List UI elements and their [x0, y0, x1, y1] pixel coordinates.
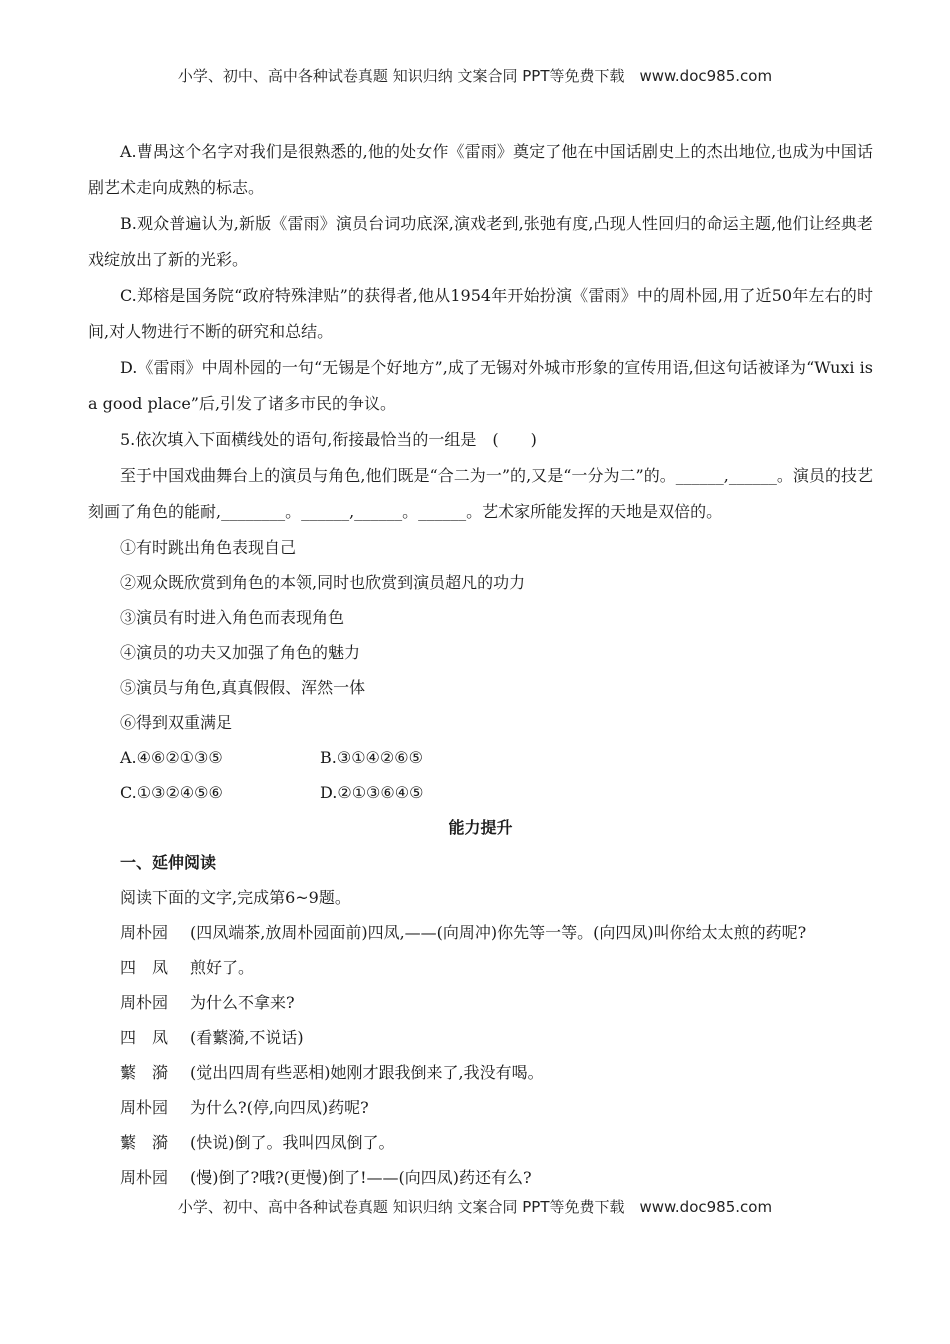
q5-option-b: B.③①④②⑥⑤ — [320, 748, 423, 767]
line-text: 为什么不拿来? — [190, 993, 295, 1012]
speaker: 蘩 漪 — [120, 1133, 169, 1152]
question-5-stem: 5.依次填入下面横线处的语句,衔接最恰当的一组是 ( ) — [120, 430, 537, 449]
reading-instruction: 阅读下面的文字,完成第6~9题。 — [120, 888, 351, 907]
dialogue-line — [88, 1090, 873, 1125]
dialogue-line — [88, 950, 873, 985]
page-footer: 小学、初中、高中各种试卷真题 知识归纳 文案合同 PPT等免费下载 www.doc985.com — [177, 1198, 773, 1216]
dialogue-line — [88, 1160, 873, 1195]
line-text: (四凤端茶,放周朴园面前)四凤,——(向周冲)你先等一等。(向四凤)叫你给太太煎的药呢? — [190, 923, 807, 942]
speaker: 蘩 漪 — [120, 1063, 169, 1082]
q5-option-d: D.②①③⑥④⑤ — [320, 783, 424, 802]
document-body — [88, 134, 873, 1195]
speaker: 四 凤 — [120, 1028, 169, 1047]
option-b-paragraph: B.观众普遍认为,新版《雷雨》演员台词功底深,演戏老到,张弛有度,凸现人性回归的命运主题,他们让经典老戏绽放出了新的光彩。 — [88, 214, 873, 269]
line-text: (觉出四周有些恶相)她刚才跟我倒来了,我没有喝。 — [190, 1063, 544, 1082]
dialogue-line — [88, 915, 873, 950]
q5-option-c: C.①③②④⑤⑥ — [120, 783, 223, 802]
dialogue-line — [88, 985, 873, 1020]
dialogue-line — [88, 1020, 873, 1055]
sub-title: 一、延伸阅读 — [120, 853, 217, 872]
speaker: 周朴园 — [120, 993, 169, 1012]
speaker: 四 凤 — [120, 958, 169, 977]
q5-option-a: A.④⑥②①③⑤ — [120, 748, 223, 767]
line-text: (慢)倒了?哦?(更慢)倒了!——(向四凤)药还有么? — [190, 1168, 532, 1187]
option-c-paragraph: C.郑榕是国务院“政府特殊津贴”的获得者,他从1954年开始扮演《雷雨》中的周朴园,用了近50年左右的时间,对人物进行不断的研究和总结。 — [88, 286, 873, 341]
line-text: (看蘩漪,不说话) — [190, 1028, 304, 1047]
section-title: 能力提升 — [448, 818, 513, 837]
q5-options-row-2 — [88, 775, 873, 810]
dialogue-line — [88, 1125, 873, 1160]
q5-item-4: ④演员的功夫又加强了角色的魅力 — [120, 643, 361, 662]
option-a-paragraph: A.曹禺这个名字对我们是很熟悉的,他的处女作《雷雨》奠定了他在中国话剧史上的杰出地位,也成为中国话剧艺术走向成熟的标志。 — [88, 142, 873, 197]
q5-item-5: ⑤演员与角色,真真假假、浑然一体 — [120, 678, 366, 697]
q5-item-3: ③演员有时进入角色而表现角色 — [120, 608, 345, 627]
line-text: 煎好了。 — [190, 958, 255, 977]
speaker: 周朴园 — [120, 923, 169, 942]
q5-item-1: ①有时跳出角色表现自己 — [120, 538, 297, 557]
q5-item-6: ⑥得到双重满足 — [120, 713, 233, 732]
q5-item-2: ②观众既欣赏到角色的本领,同时也欣赏到演员超凡的功力 — [120, 573, 526, 592]
question-5-passage: 至于中国戏曲舞台上的演员与角色,他们既是“合二为一”的,又是“一分为二”的。______,______。演员的技艺刻画了角色的能耐,________。______,______。______。艺术家所能发挥的天地是双倍的。 — [88, 466, 873, 521]
line-text: 为什么?(停,向四凤)药呢? — [190, 1098, 369, 1117]
speaker: 周朴园 — [120, 1168, 169, 1187]
q5-options-row-1 — [88, 740, 873, 775]
line-text: (快说)倒了。我叫四凤倒了。 — [190, 1133, 395, 1152]
dialogue-line — [88, 1055, 873, 1090]
page-header: 小学、初中、高中各种试卷真题 知识归纳 文案合同 PPT等免费下载 www.doc985.com — [177, 67, 773, 85]
option-d-paragraph: D.《雷雨》中周朴园的一句“无锡是个好地方”,成了无锡对外城市形象的宣传用语,但这句话被译为“Wuxi is a good place”后,引发了诸多市民的争议。 — [88, 358, 873, 413]
speaker: 周朴园 — [120, 1098, 169, 1117]
